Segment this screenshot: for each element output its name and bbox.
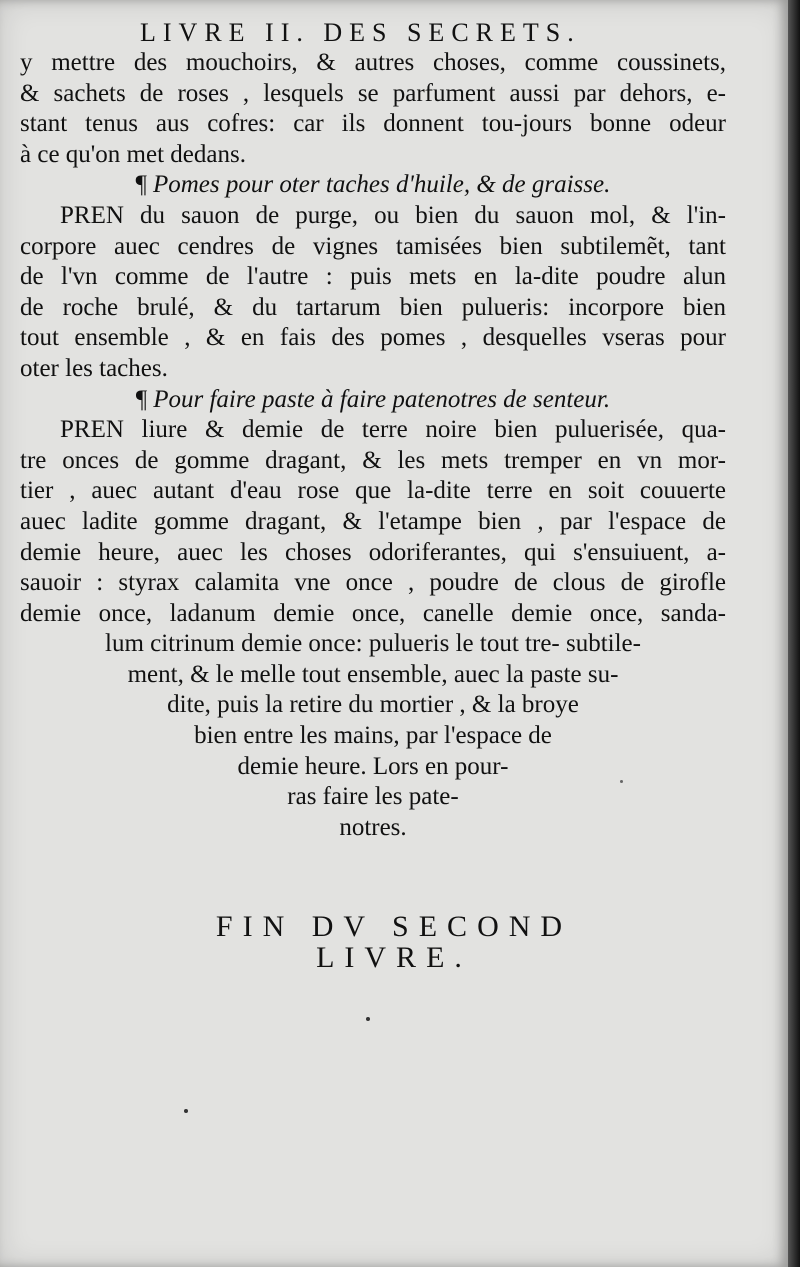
section-heading-2 (20, 385, 726, 416)
pilcrow-icon: ¶ (135, 385, 148, 413)
text-line: demie heure. Lors en pour- (237, 752, 509, 780)
ink-spot (366, 1017, 370, 1021)
page-text (20, 48, 726, 843)
text-line: sauoir : styrax calamita vne once , poudre de clous de girofle (20, 569, 726, 597)
text-line: PREN du sauon de purge, ou bien du sauon mol, & l'in- (60, 201, 726, 229)
text-line: & sachets de roses , lesquels se parfument aussi par dehors, e- (20, 79, 726, 107)
text-line: ment, & le melle tout ensemble, auec la paste su- (127, 660, 619, 688)
text-line: tier , auec autant d'eau rose que la-dite terre en soit couuerte (20, 477, 726, 505)
text-line: dite, puis la retire du mortier , & la broye (167, 691, 579, 719)
ink-spot (620, 780, 623, 783)
text-line: notres. (339, 813, 407, 841)
text-line: tre onces de gomme dragant, & les mets tremper en vn mor- (20, 446, 726, 474)
text-line: auec ladite gomme dragant, & l'etampe bien , par l'espace de (20, 507, 726, 535)
text-line: stant tenus aus cofres: car ils donnent tou-jours bonne odeur (20, 110, 726, 138)
fin-line-2: LIVRE. (316, 941, 472, 974)
text-line: demie heure, auec les choses odoriferantes, qui s'ensuiuent, a- (20, 538, 726, 566)
text-line: lum citrinum demie once: pulueris le tout tre- subtile- (105, 630, 641, 658)
text-line: ras faire les pate- (287, 783, 459, 811)
fin-line-1: FIN DV SECOND (215, 910, 573, 943)
pilcrow-icon: ¶ (135, 171, 147, 199)
section-heading-1-text: Pomes pour oter taches d'huile, & de graisse. (152, 171, 611, 199)
section-heading-1 (20, 170, 726, 201)
text-line: tout ensemble , & en fais des pomes , desquelles vseras pour (20, 324, 726, 352)
running-header: LIVRE II. DES SECRETS. (140, 18, 581, 47)
page-edge-shadow (788, 0, 800, 1267)
text-line: à ce qu'on met dedans. (20, 140, 246, 168)
text-line: oter les taches. (20, 354, 168, 382)
ink-spot (184, 1109, 188, 1113)
text-line: demie once, ladanum demie once, canelle demie once, sanda- (20, 599, 726, 627)
text-line: de roche brulé, & du tartarum bien pulueris: incorpore bien (20, 293, 726, 321)
text-line: de l'vn comme de l'autre : puis mets en la-dite poudre alun (20, 263, 726, 291)
text-line: bien entre les mains, par l'espace de (194, 722, 552, 750)
section-heading-2-text: Pour faire paste à faire patenotres de senteur. (153, 385, 611, 413)
text-line: corpore auec cendres de vignes tamisées bien subtilemẽt, tant (20, 232, 726, 260)
text-line: y mettre des mouchoirs, & autres choses, comme coussinets, (20, 49, 726, 76)
text-line: PREN liure & demie de terre noire bien puluerisée, qua- (60, 416, 726, 444)
